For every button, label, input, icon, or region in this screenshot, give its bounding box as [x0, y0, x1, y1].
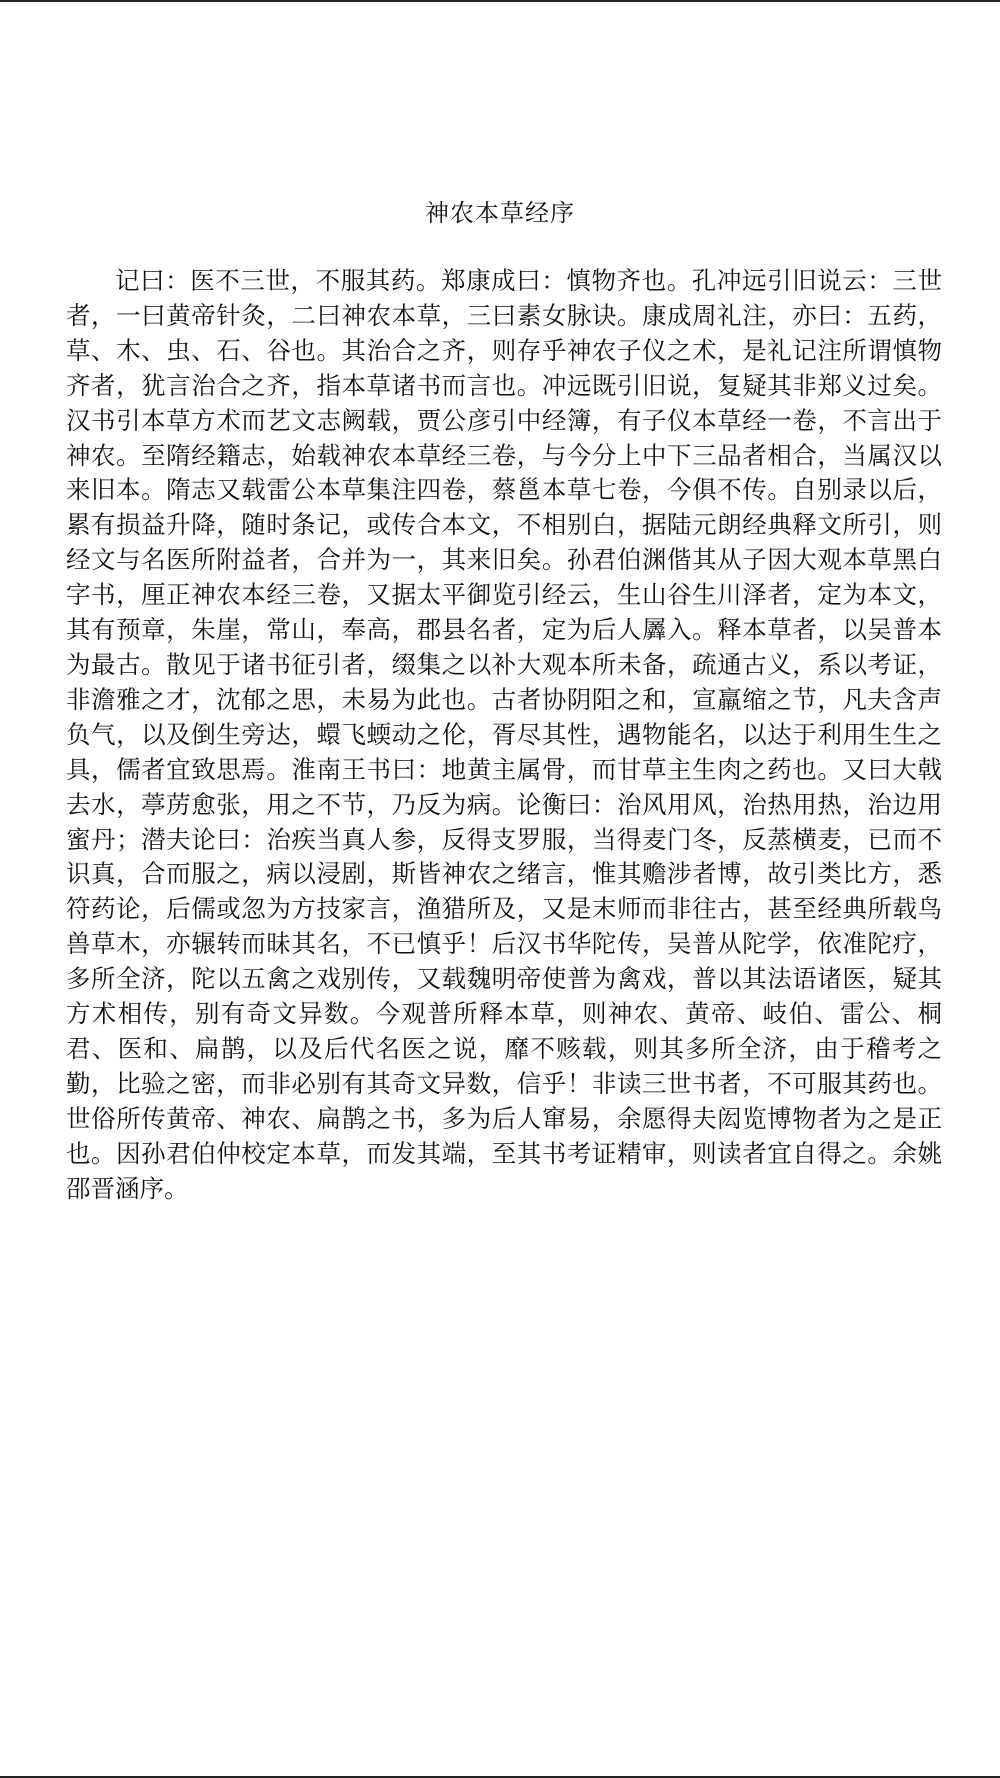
page-title: 神农本草经序: [425, 199, 575, 227]
body-paragraph: 记曰：医不三世，不服其药。郑康成曰：慎物齐也。孔冲远引旧说云：三世者，一曰黄帝针灸，二曰神农本草，三曰素女脉诀。康成周礼注，亦曰：五药，草、木、虫、石、谷也。其治合之齐，则存乎神农子仪之术，是礼记注所谓慎物齐者，犹言治合之齐，指本草诸书而言也。冲远既引旧说，复疑其非郑义过矣。汉书引本草方术而艺文志阙载，贾公彦引中经簿，有子仪本草经一卷，不言出于神农。至隋经籍志，始载神农本草经三卷，与今分上中下三品者相合，当属汉以来旧本。隋志又载雷公本草集注四卷，蔡邕本草七卷，今俱不传。自别录以后，累有损益升降，随时条记，或传合本文，不相别白，据陆元朗经典释文所引，则经文与名医所附益者，合并为一，其来旧矣。孙君伯渊偕其从子因大观本草黑白字书，厘正神农本经三卷，又据太平御览引经云，生山谷生川泽者，定为本文，其有预章，朱崖，常山，奉高，郡县名者，定为后人羼入。释本草者，以吴普本为最古。散见于诸书征引者，缀集之以补大观本所未备，疏通古义，系以考证，非澹雅之才，沈郁之思，未易为此也。古者协阴阳之和，宣羸缩之节，凡夫含声负气，以及倒生旁达，蠉飞蝡动之伦，胥尽其性，遇物能名，以达于利用生生之具，儒者宜致思焉。淮南王书曰：地黄主属骨，而甘草主生肉之药也。又曰大戟去水，葶苈愈张，用之不节，乃反为病。论衡曰：治风用风，治热用热，治边用蜜丹；潜夫论曰：治疾当真人参，反得支罗服，当得麦门冬，反蒸横麦，已而不识真，合而服之，病以浸剧，斯皆神农之绪言，惟其赡涉者博，故引类比方，悉符药论，后儒或忽为方技家言，渔猎所及，又是末师而非往古，甚至经典所载鸟兽草木，亦辗转而昧其名，不已慎乎！后汉书华陀传，吴普从陀学，依准陀疗，多所全济，陀以五禽之戏别传，又载魏明帝使普为禽戏，普以其法语诸医，疑其方术相传，别有奇文异数。今观普所释本草，则神农、黄帝、岐伯、雷公、桐君、医和、扁鹊，以及后代名医之说，靡不赅载，则其多所全济，由于稽考之勤，比验之密，而非必别有其奇文异数，信乎！非读三世书者，不可服其药也。世俗所传黄帝、神农、扁鹊之书，多为后人窜易，余愿得夫闳览博物者为之是正也。因孙君伯仲校定本草，而发其端，至其书考证精审，则读者宜自得之。余姚邵晋涵序。: [66, 266, 942, 1203]
top-border-line: [0, 0, 1000, 2]
